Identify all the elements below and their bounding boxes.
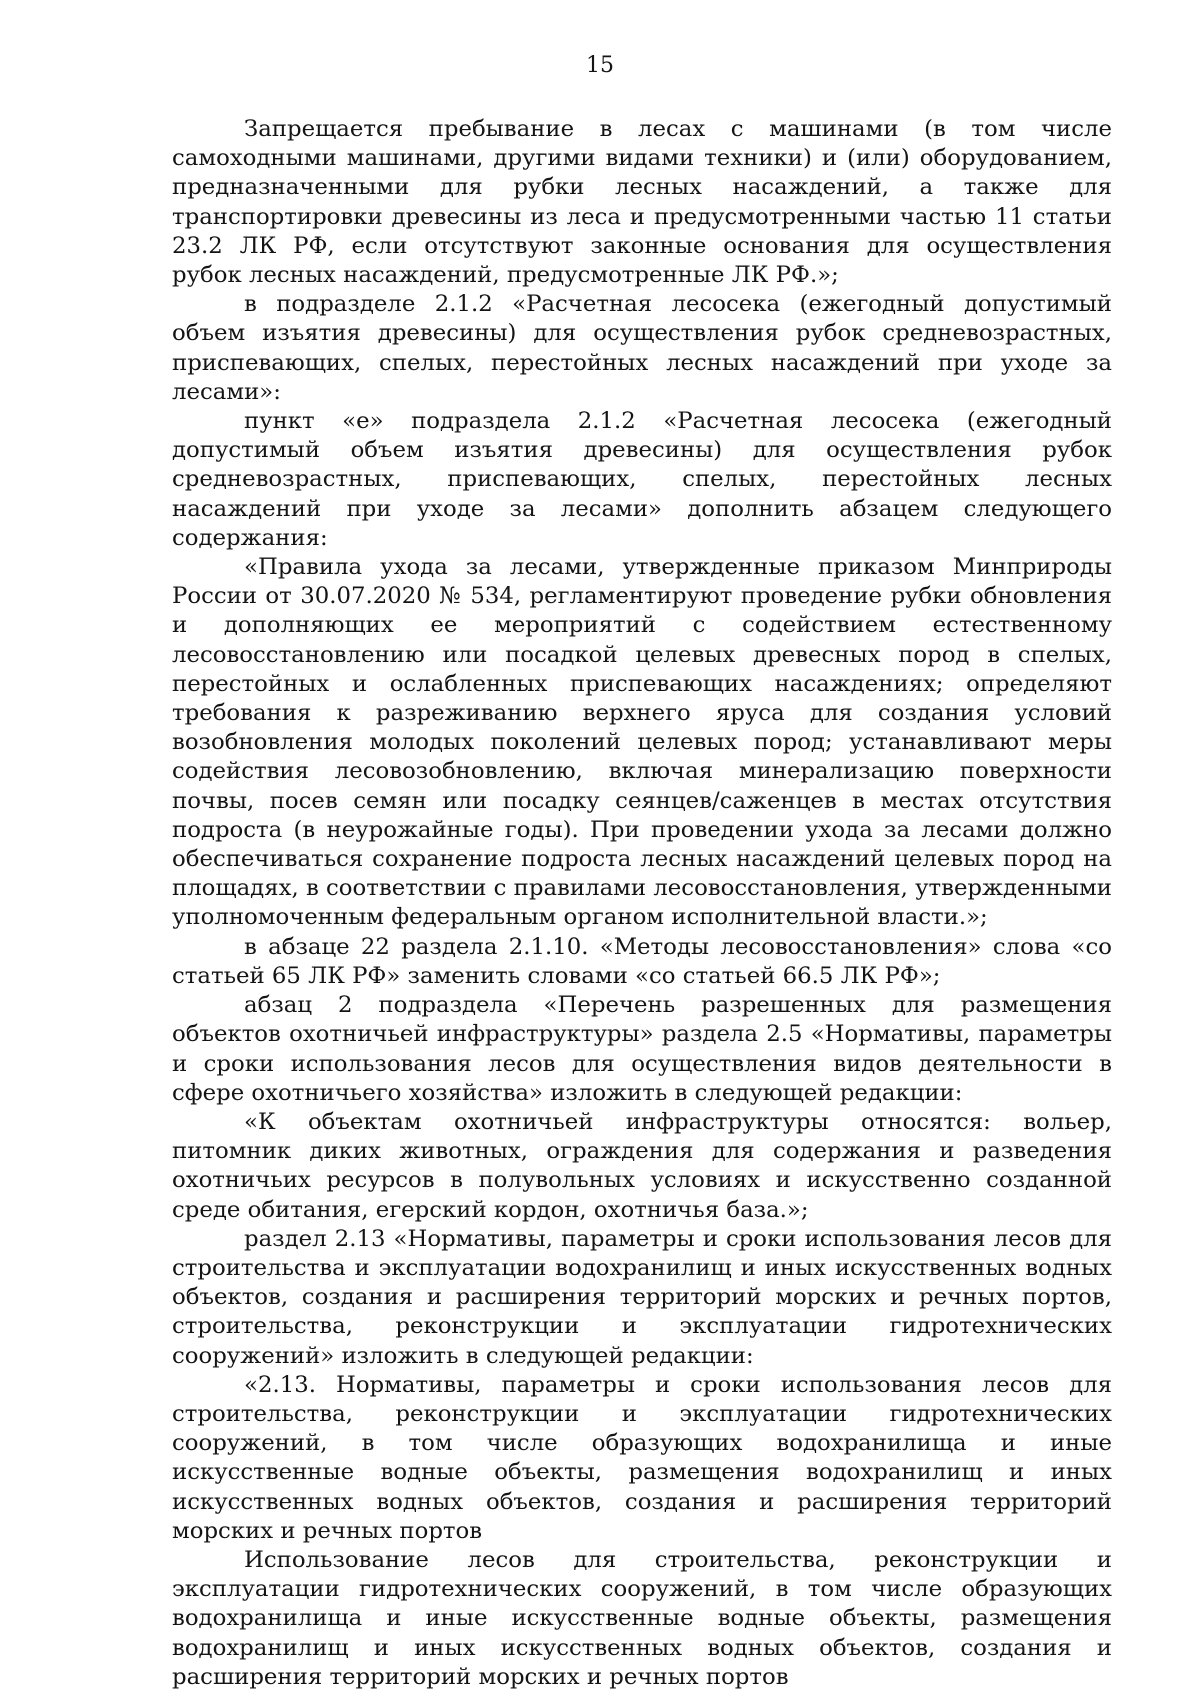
- paragraph-section-2-1-10: в абзаце 22 раздела 2.1.10. «Методы лесовосстановления» слова «со статьей 65 ЛК РФ» заменить словами «со статьей 66.5 ЛК РФ»;: [172, 933, 1112, 989]
- page-number: 15: [586, 53, 614, 78]
- paragraph-section-2-13-heading: «2.13. Нормативы, параметры и сроки использования лесов для строительства, реконструкции и эксплуатации гидротехнических сооружений, в том числе образующих водохранилища и иные искусственные водные объекты, размещения водохранилищ и иных искусственных водных объектов, создания и расширения территорий морских и речных портов: [172, 1371, 1112, 1544]
- paragraph-forest-care-rules: «Правила ухода за лесами, утвержденные приказом Минприроды России от 30.07.2020 № 534, регламентируют проведение рубки обновления и дополняющих ее мероприятий с содействием естественному лесовосстановлению или посадкой целевых древесных пород в спелых, перестойных и ослабленных приспевающих насаждениях; определяют требования к разреживанию верхнего яруса для создания условий возобновления молодых поколений целевых пород; устанавливают меры содействия лесовозобновлению, включая минерализацию поверхности почвы, посев семян или посадку сеянцев/саженцев в местах отсутствия подроста (в неурожайные годы). При проведении ухода за лесами должно обеспечиваться сохранение подроста лесных насаждений целевых пород на площадях, в соответствии с правилами лесовосстановления, утвержденными уполномоченным федеральным органом исполнительной власти.»;: [172, 554, 1112, 931]
- paragraph-hunting-objects: «К объектам охотничьей инфраструктуры относятся: вольер, питомник диких животных, ограждения для содержания и разведения охотничьих ресурсов в полувольных условиях и искусственно созданной среде обитания, егерский кордон, охотничья база.»;: [172, 1108, 1112, 1223]
- paragraph-item-e: пункт «е» подраздела 2.1.2 «Расчетная лесосека (ежегодный допустимый объем изъятия древесины) для осуществления рубок средневозрастных, приспевающих, спелых, перестойных лесных насаждений при уходе за лесами» дополнить абзацем следующего содержания:: [172, 408, 1112, 551]
- paragraph-forest-machinery-ban: Запрещается пребывание в лесах с машинами (в том числе самоходными машинами, другими видами техники) и (или) оборудованием, предназначенными для рубки лесных насаждений, а также для транспортировки древесины из леса и предусмотренными частью 11 статьи 23.2 ЛК РФ, если отсутствуют законные основания для осуществления рубок лесных насаждений, предусмотренные ЛК РФ.»;: [172, 116, 1112, 289]
- paragraph-hunting-infrastructure-list: абзац 2 подраздела «Перечень разрешенных для размещения объектов охотничьей инфраструктуры» раздела 2.5 «Нормативы, параметры и сроки использования лесов для осуществления видов деятельности в сфере охотничьего хозяйства» изложить в следующей редакции:: [172, 992, 1112, 1106]
- paragraph-subsection-2-1-2: в подразделе 2.1.2 «Расчетная лесосека (ежегодный допустимый объем изъятия древесины) для осуществления рубок средневозрастных, приспевающих, спелых, перестойных лесных насаждений при уходе за лесами»:: [172, 291, 1112, 405]
- paragraph-forest-use-hydro: Использование лесов для строительства, реконструкции и эксплуатации гидротехнических сооружений, в том числе образующих водохранилища и иные искусственные водные объекты, размещения водохранилищ и иных искусственных водных объектов, создания и расширения территорий морских и речных портов: [172, 1546, 1112, 1690]
- document-body: [172, 115, 1112, 1692]
- paragraph-section-2-13: раздел 2.13 «Нормативы, параметры и сроки использования лесов для строительства и эксплуатации водохранилищ и иных искусственных водных объектов, создания и расширения территорий морских и речных портов, строительства, реконструкции и эксплуатации гидротехнических сооружений» изложить в следующей редакции:: [172, 1225, 1112, 1369]
